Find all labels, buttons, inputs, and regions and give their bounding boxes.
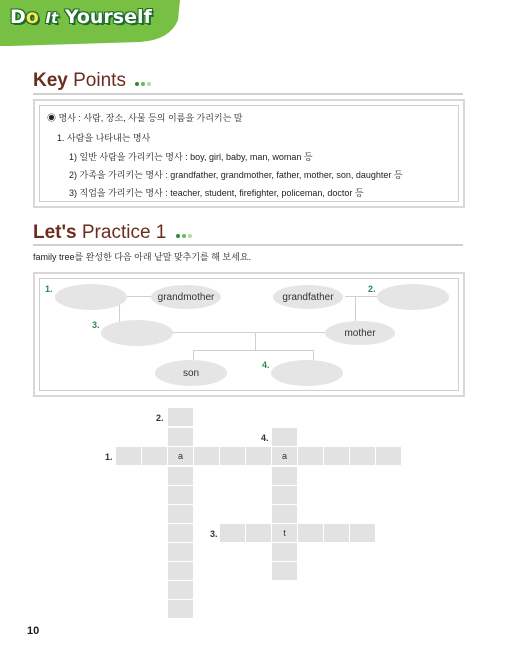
crossword-cell[interactable]: a: [168, 447, 193, 465]
crossword-cell[interactable]: a: [272, 447, 297, 465]
tree-blank-2[interactable]: [377, 284, 449, 310]
key-points-box: [33, 99, 465, 208]
practice-instruction: family tree를 완성한 다음 아래 낱말 맞추기를 해 보세요.: [33, 252, 252, 262]
crossword-cell[interactable]: [116, 447, 141, 465]
tree-node-son: son: [155, 360, 227, 386]
crossword-cell[interactable]: [168, 524, 193, 542]
tree-node-mother: mother: [325, 321, 395, 345]
crossword-cell[interactable]: [272, 428, 297, 446]
tree-number-3: 3.: [92, 320, 100, 330]
crossword-cell[interactable]: [168, 543, 193, 561]
crossword-cell[interactable]: [350, 447, 375, 465]
tree-blank-1[interactable]: [55, 284, 127, 310]
divider: [33, 93, 463, 95]
key-point-line: 2) 가족을 가리키는 명사 : grandfather, grandmother, father, mother, son, daughter 등: [69, 170, 403, 180]
crossword-number-1: 1.: [105, 452, 113, 462]
crossword-cell[interactable]: [272, 486, 297, 504]
crossword-cell[interactable]: [324, 524, 349, 542]
crossword-cell[interactable]: [246, 447, 271, 465]
crossword-cell[interactable]: [220, 447, 245, 465]
crossword-cell[interactable]: [168, 600, 193, 618]
crossword-cell[interactable]: [220, 524, 245, 542]
crossword-cell[interactable]: [376, 447, 401, 465]
crossword-cell[interactable]: [272, 467, 297, 485]
crossword-cell[interactable]: [168, 408, 193, 426]
tree-number-2: 2.: [368, 284, 376, 294]
tree-node-grandfather: grandfather: [273, 285, 343, 309]
crossword-cell[interactable]: [168, 428, 193, 446]
crossword-cell[interactable]: [272, 543, 297, 561]
crossword-cell[interactable]: [350, 524, 375, 542]
title-dots: [176, 222, 194, 244]
family-tree-box: [33, 272, 465, 397]
crossword-number-4: 4.: [261, 433, 269, 443]
practice-title: Let's Practice 1: [33, 222, 194, 244]
tree-number-1: 1.: [45, 284, 53, 294]
crossword-cell[interactable]: [272, 562, 297, 580]
crossword-cell[interactable]: t: [272, 524, 297, 542]
page-number: 10: [27, 625, 40, 637]
tree-node-grandmother: grandmother: [151, 285, 221, 309]
crossword-cell[interactable]: [298, 447, 323, 465]
key-point-line: 1) 일반 사람을 가리키는 명사 : boy, girl, baby, man, woman 등: [69, 152, 313, 162]
crossword-cell[interactable]: [168, 467, 193, 485]
crossword-cell[interactable]: [168, 505, 193, 523]
crossword-cell[interactable]: [272, 505, 297, 523]
crossword-cell[interactable]: [246, 524, 271, 542]
key-point-line: ◉ 명사 : 사람, 장소, 사물 등의 이름을 가리키는 말: [47, 113, 243, 123]
crossword-cell[interactable]: [324, 447, 349, 465]
crossword-cell[interactable]: [142, 447, 167, 465]
banner-title: Do It Yourself: [10, 6, 152, 28]
key-point-line: 3) 직업을 가리키는 명사 : teacher, student, firefighter, policeman, doctor 등: [69, 188, 364, 198]
tree-blank-4[interactable]: [271, 360, 343, 386]
crossword-cell[interactable]: [298, 524, 323, 542]
crossword-cell[interactable]: [168, 581, 193, 599]
crossword-cell[interactable]: [168, 486, 193, 504]
crossword-cell[interactable]: [168, 562, 193, 580]
tree-blank-3[interactable]: [101, 320, 173, 346]
crossword-cell[interactable]: [194, 447, 219, 465]
tree-number-4: 4.: [262, 360, 270, 370]
crossword-number-3: 3.: [210, 529, 218, 539]
title-dots: [135, 70, 153, 92]
crossword-number-2: 2.: [156, 413, 164, 423]
key-point-line: 1. 사람을 나타내는 명사: [57, 133, 151, 143]
key-points-title: Key Points: [33, 70, 153, 92]
divider: [33, 244, 463, 246]
